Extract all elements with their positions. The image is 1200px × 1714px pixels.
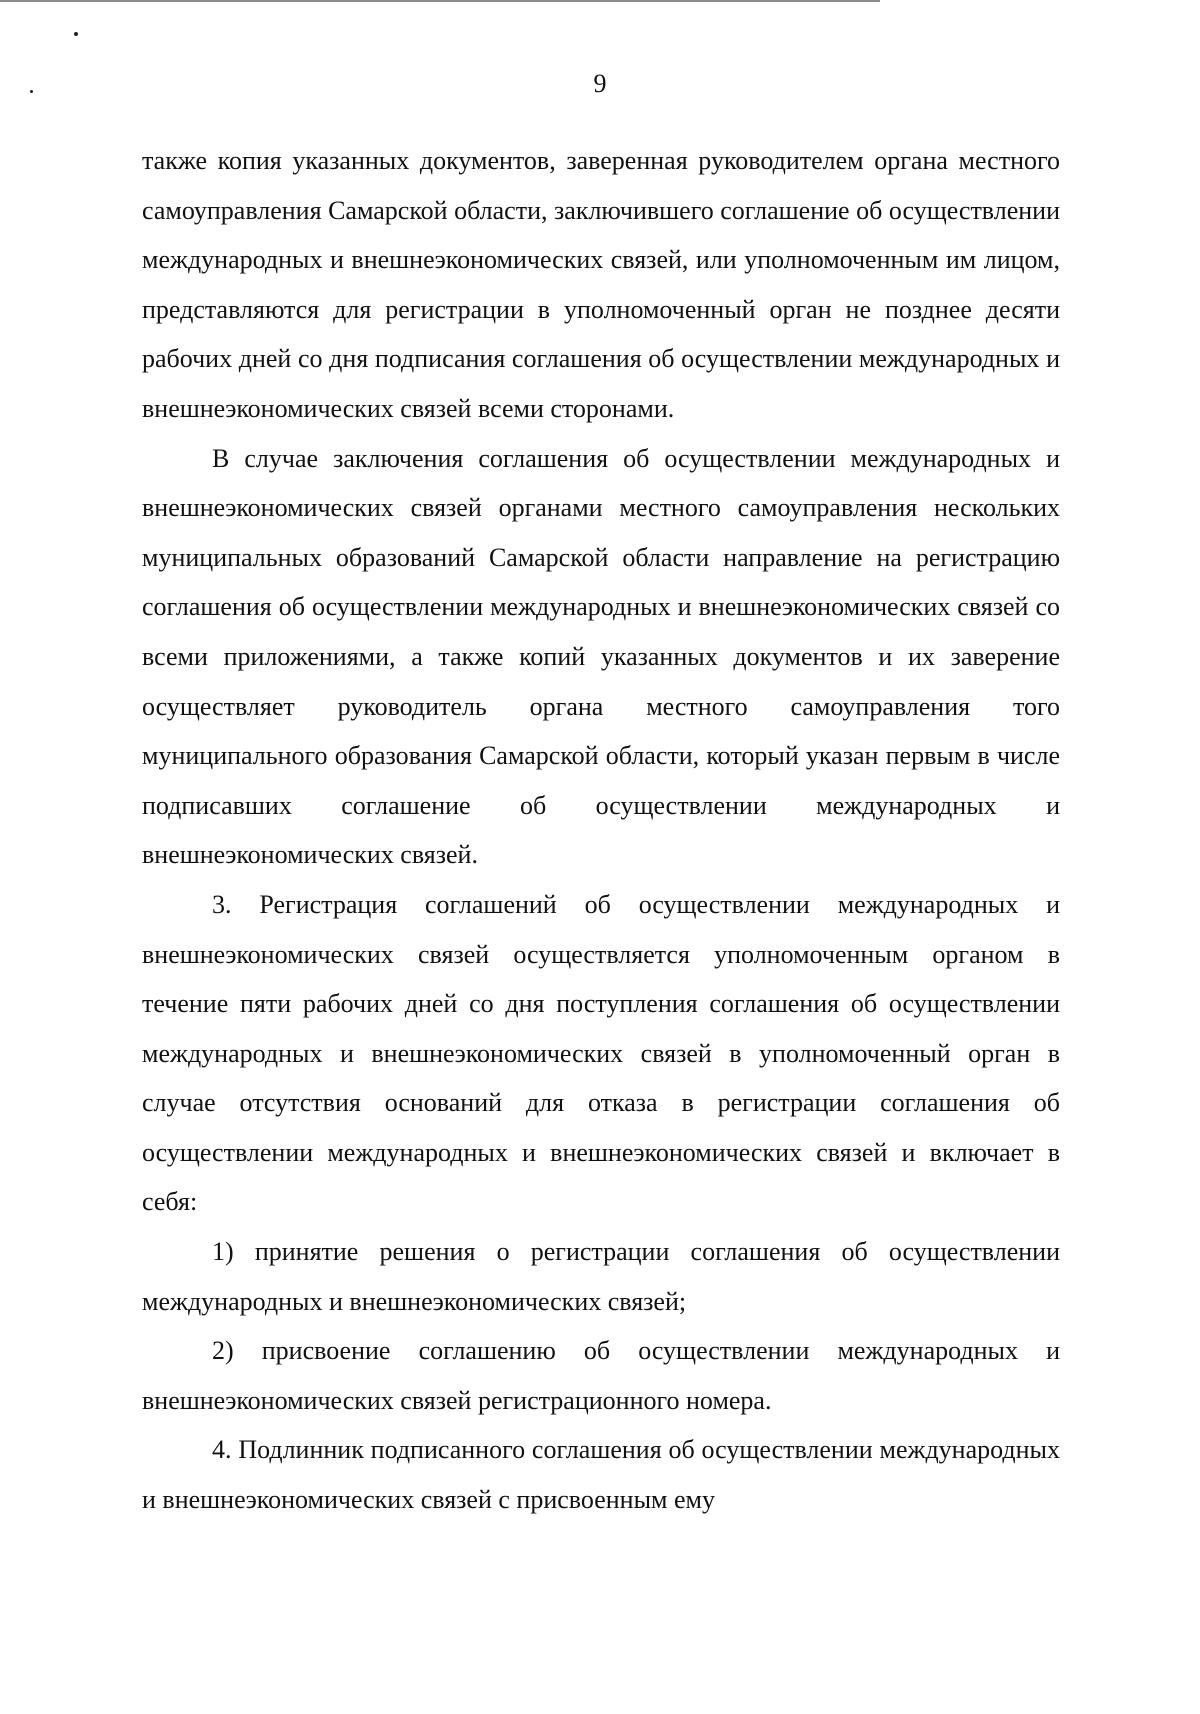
page-number: 9 [593,69,607,98]
paragraph-item-4-original: 4. Подлинник подписанного соглашения об осуществлении международных и внешнеэкономических связей с присвоенным ему [142,1435,1060,1515]
document-body [142,136,1060,1525]
paragraph-item-3-registration: 3. Регистрация соглашений об осуществлении международных и внешнеэкономических связей осуществляется уполномоченным органом в течение пяти рабочих дней со дня поступления соглашения об осуществлении международных и внешнеэкономических связей в уполномоченный орган в случае отсутствия оснований для отказа в регистрации соглашения об осуществлении международных и внешнеэкономических связей и включает в себя: [142,889,1060,1217]
paragraph-subitem-1: 1) принятие решения о регистрации соглашения об осуществлении международных и внешнеэкономических связей; [142,1237,1060,1316]
paragraph-multiple-municipalities: В случае заключения соглашения об осуществлении международных и внешнеэкономических связей органами местного самоуправления нескольких муниципальных образований Самарской области направление на регистрацию соглашения об осуществлении международных и внешнеэкономических связей со всеми приложениями, а также копий указанных документов и их заверение осуществляет руководитель органа местного самоуправления того муниципального образования Самарской области, который указан первым в числе подписавших соглашение об осуществлении международных и внешнеэкономических связей. [142,443,1060,870]
scan-top-edge [0,0,880,2]
paragraph-continuation: также копия указанных документов, заверенная руководителем органа местного самоуправления Самарской области, заключившего соглашение об осуществлении международных и внешнеэкономических связей, или уполномоченным им лицом, представляются для регистрации в уполномоченный орган не позднее десяти рабочих дней со дня подписания соглашения об осуществлении международных и внешнеэкономических связей всеми сторонами. [142,146,1060,423]
paragraph-subitem-2: 2) присвоение соглашению об осуществлении международных и внешнеэкономических связей регистрационного номера. [142,1336,1060,1415]
scan-speck [74,32,78,36]
